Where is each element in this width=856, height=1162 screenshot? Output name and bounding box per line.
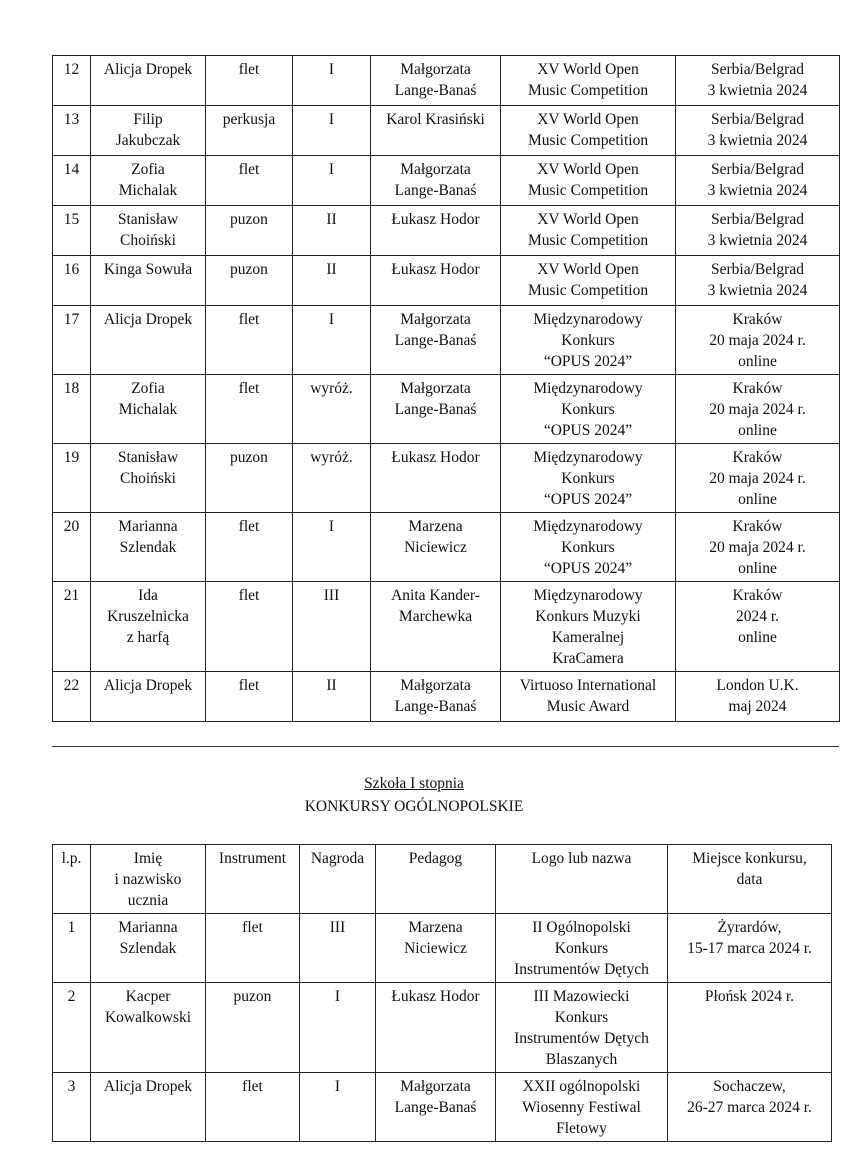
place-line: online	[738, 422, 777, 439]
cell-place	[676, 582, 840, 672]
cell-lp: 22	[53, 672, 91, 722]
teacher-line: Lange-Banaś	[394, 401, 477, 418]
header-row	[53, 845, 832, 914]
place-line: online	[738, 491, 777, 508]
instrument-line: flet	[238, 61, 260, 78]
place-line: Serbia/Belgrad	[711, 211, 804, 228]
place-line: 20 maja 2024 r.	[709, 539, 806, 556]
cell-competition	[501, 375, 676, 444]
teacher-line: Marzena	[408, 919, 463, 936]
cell-name	[91, 1073, 206, 1142]
award-line: wyróż.	[310, 449, 353, 466]
teacher-line: Łukasz Hodor	[391, 988, 480, 1005]
cell-award	[293, 56, 371, 106]
header-teacher	[376, 845, 496, 914]
cell-award	[300, 1073, 376, 1142]
name-line: Alicja Dropek	[103, 311, 193, 328]
cell-award	[293, 206, 371, 256]
cell-place	[676, 672, 840, 722]
cell-competition	[501, 256, 676, 306]
name-line: Alicja Dropek	[103, 1078, 193, 1095]
table-row	[53, 256, 840, 306]
instrument-line: puzon	[233, 988, 272, 1005]
place-line: 20 maja 2024 r.	[709, 470, 806, 487]
instrument-line: flet	[242, 1078, 263, 1095]
header-instrument	[206, 845, 300, 914]
cell-place	[676, 444, 840, 513]
award-line: II	[326, 261, 337, 278]
cell-instrument	[206, 256, 293, 306]
cell-name	[91, 444, 206, 513]
award-line: I	[328, 311, 335, 328]
table-row	[53, 156, 840, 206]
place-line: 3 kwietnia 2024	[707, 232, 808, 249]
cell-teacher	[376, 983, 496, 1073]
competition-line: Music Competition	[527, 82, 649, 99]
cell-instrument	[206, 206, 293, 256]
cell-competition	[501, 672, 676, 722]
table-row	[53, 672, 840, 722]
cell-name	[91, 582, 206, 672]
cell-instrument	[206, 672, 293, 722]
competition-line: Międzynarodowy	[533, 587, 643, 604]
cell-place	[676, 206, 840, 256]
competition-line: Konkurs	[561, 401, 615, 418]
competition-line: Music Award	[546, 698, 630, 715]
award-line: I	[328, 161, 335, 178]
place-line: Serbia/Belgrad	[711, 111, 804, 128]
competition-line: Konkurs	[561, 539, 615, 556]
cell-lp: 16	[53, 256, 91, 306]
place-line: 26-27 marca 2024 r.	[687, 1099, 812, 1116]
teacher-line: Marchewka	[398, 608, 473, 625]
place-line: maj 2024	[728, 698, 787, 715]
cell-lp: 18	[53, 375, 91, 444]
header-competition	[496, 845, 668, 914]
cell-award	[293, 106, 371, 156]
name-line: Kowalkowski	[104, 1009, 192, 1026]
cell-award	[293, 444, 371, 513]
teacher-line: Lange-Banaś	[394, 332, 477, 349]
cell-instrument	[206, 983, 300, 1073]
cell-competition	[496, 1073, 668, 1142]
cell-instrument	[206, 375, 293, 444]
teacher-line: Lange-Banaś	[394, 1099, 477, 1116]
competition-line: Music Competition	[527, 132, 649, 149]
award-line: II	[326, 211, 337, 228]
cell-teacher	[371, 106, 501, 156]
table-row	[53, 1073, 832, 1142]
cell-teacher	[371, 256, 501, 306]
cell-lp: 19	[53, 444, 91, 513]
cell-name	[91, 56, 206, 106]
teacher-line: Pedagog	[408, 850, 463, 867]
cell-award	[293, 375, 371, 444]
cell-competition	[501, 582, 676, 672]
name-line: Kruszelnicka	[107, 608, 189, 625]
cell-competition	[501, 306, 676, 375]
competition-line: XV World Open	[537, 261, 639, 278]
name-line: Zofia	[131, 380, 165, 397]
teacher-line: Małgorzata	[400, 380, 471, 397]
competition-line: XV World Open	[537, 111, 639, 128]
competition-line: XXII ogólnopolski	[522, 1078, 641, 1095]
competition-line: Kameralnej	[551, 629, 625, 646]
place-line: Płońsk 2024 r.	[704, 988, 795, 1005]
instrument-line: flet	[238, 677, 260, 694]
award-line: I	[328, 61, 335, 78]
place-line: Serbia/Belgrad	[711, 261, 804, 278]
cell-teacher	[376, 1073, 496, 1142]
section-subtitle: KONKURSY OGÓLNOPOLSKIE	[304, 798, 524, 815]
teacher-line: Małgorzata	[400, 61, 471, 78]
instrument-line: puzon	[230, 211, 268, 228]
cell-lp: 12	[53, 56, 91, 106]
teacher-line: Łukasz Hodor	[391, 261, 480, 278]
place-line: Kraków	[732, 449, 783, 466]
name-line: Szlendak	[119, 539, 177, 556]
competition-line: III Mazowiecki	[533, 988, 630, 1005]
name-line: Filip	[133, 111, 163, 128]
competition-line: Fletowy	[556, 1120, 607, 1137]
name-line: Ida	[138, 587, 158, 604]
name-line: Jakubczak	[115, 132, 181, 149]
name-line: Kacper	[125, 988, 171, 1005]
teacher-line: Lange-Banaś	[394, 698, 477, 715]
teacher-line: Karol Krasiński	[386, 111, 485, 128]
name-line: Choiński	[120, 470, 176, 487]
header-place	[668, 845, 832, 914]
cell-instrument	[206, 513, 293, 582]
cell-competition	[496, 983, 668, 1073]
competition-line: Międzynarodowy	[533, 311, 643, 328]
place-line: 3 kwietnia 2024	[707, 132, 808, 149]
place-line: 3 kwietnia 2024	[707, 182, 808, 199]
table-row	[53, 914, 832, 983]
cell-place	[668, 914, 832, 983]
cell-name	[91, 206, 206, 256]
cell-teacher	[371, 375, 501, 444]
header-lp	[53, 845, 91, 914]
competition-line: Logo lub nazwa	[531, 850, 632, 867]
cell-award	[300, 914, 376, 983]
cell-instrument	[206, 306, 293, 375]
place-line: online	[738, 353, 777, 370]
cell-place	[676, 513, 840, 582]
name-line: Michalak	[118, 401, 178, 418]
cell-competition	[501, 106, 676, 156]
competition-line: Virtuoso International	[519, 677, 657, 694]
place-line: Sochaczew,	[713, 1078, 786, 1095]
place-line: Serbia/Belgrad	[711, 161, 804, 178]
cell-lp: 20	[53, 513, 91, 582]
name-line: Choiński	[120, 232, 176, 249]
cell-lp: 1	[53, 914, 91, 983]
cell-name	[91, 983, 206, 1073]
cell-teacher	[371, 206, 501, 256]
cell-teacher	[371, 156, 501, 206]
place-line: Kraków	[732, 380, 783, 397]
cell-competition	[501, 156, 676, 206]
lp-line: l.p.	[61, 850, 82, 867]
place-line: online	[738, 560, 777, 577]
place-line: online	[738, 629, 777, 646]
competition-line: Music Competition	[527, 232, 649, 249]
cell-place	[676, 56, 840, 106]
header-award	[300, 845, 376, 914]
competition-line: Konkurs	[561, 470, 615, 487]
place-line: 20 maja 2024 r.	[709, 401, 806, 418]
competition-line: Music Competition	[527, 182, 649, 199]
place-line: Żyrardów,	[717, 919, 782, 936]
award-line: I	[334, 1078, 341, 1095]
teacher-line: Małgorzata	[400, 311, 471, 328]
name-line: ucznia	[127, 892, 169, 909]
cell-competition	[501, 513, 676, 582]
competition-line: XV World Open	[537, 61, 639, 78]
cell-name	[91, 513, 206, 582]
cell-name	[91, 672, 206, 722]
national-competitions-table	[52, 844, 832, 1142]
teacher-line: Marzena	[408, 518, 463, 535]
competition-line: Międzynarodowy	[533, 518, 643, 535]
cell-name	[91, 914, 206, 983]
teacher-line: Niciewicz	[404, 539, 467, 556]
name-line: Stanisław	[117, 211, 179, 228]
table-row	[53, 444, 840, 513]
cell-instrument	[206, 156, 293, 206]
name-line: Michalak	[118, 182, 178, 199]
instrument-line: puzon	[230, 449, 268, 466]
cell-instrument	[206, 56, 293, 106]
name-line: Stanisław	[117, 449, 179, 466]
cell-award	[293, 256, 371, 306]
teacher-line: Niciewicz	[404, 940, 467, 957]
place-line: Kraków	[732, 518, 783, 535]
instrument-line: flet	[238, 161, 260, 178]
competition-line: Konkurs	[554, 1009, 609, 1026]
competition-line: Konkurs Muzyki	[535, 608, 641, 625]
cell-place	[676, 375, 840, 444]
cell-competition	[496, 914, 668, 983]
cell-name	[91, 106, 206, 156]
name-line: Imię	[133, 850, 163, 867]
place-line: Kraków	[732, 311, 783, 328]
header-name	[91, 845, 206, 914]
table-row	[53, 206, 840, 256]
teacher-line: Lange-Banaś	[394, 82, 477, 99]
cell-place	[668, 1073, 832, 1142]
instrument-line: flet	[238, 587, 260, 604]
competition-line: Konkurs	[554, 940, 609, 957]
section-divider	[52, 746, 839, 747]
cell-teacher	[371, 306, 501, 375]
cell-competition	[501, 444, 676, 513]
table-row	[53, 582, 840, 672]
competition-line: II Ogólnopolski	[532, 919, 631, 936]
competition-line: “OPUS 2024”	[543, 422, 633, 439]
cell-instrument	[206, 444, 293, 513]
competition-line: Instrumentów Dętych	[514, 1030, 649, 1047]
instrument-line: perkusja	[222, 111, 276, 128]
place-line: Miejsce konkursu,	[692, 850, 807, 867]
place-line: data	[736, 871, 763, 888]
cell-lp: 15	[53, 206, 91, 256]
cell-teacher	[371, 56, 501, 106]
name-line: z harfą	[126, 629, 170, 646]
name-line: Zofia	[131, 161, 165, 178]
cell-name	[91, 156, 206, 206]
cell-teacher	[371, 444, 501, 513]
place-line: London U.K.	[716, 677, 799, 694]
instrument-line: Instrument	[218, 850, 287, 867]
competition-line: Wiosenny Festiwal	[522, 1099, 641, 1116]
award-line: III	[323, 587, 340, 604]
instrument-line: flet	[238, 380, 260, 397]
cell-teacher	[371, 582, 501, 672]
cell-award	[293, 306, 371, 375]
award-line: Nagroda	[310, 850, 365, 867]
international-competitions-table	[52, 55, 840, 722]
award-line: III	[329, 919, 346, 936]
teacher-line: Lange-Banaś	[394, 182, 477, 199]
instrument-line: flet	[238, 311, 260, 328]
award-line: I	[334, 988, 341, 1005]
cell-teacher	[371, 672, 501, 722]
competition-line: “OPUS 2024”	[543, 353, 633, 370]
competition-line: “OPUS 2024”	[543, 560, 633, 577]
cell-teacher	[371, 513, 501, 582]
name-line: Alicja Dropek	[103, 61, 193, 78]
name-line: Kinga Sowuła	[103, 261, 193, 278]
place-line: 3 kwietnia 2024	[707, 82, 808, 99]
table-row	[53, 306, 840, 375]
section-title: Szkoła I stopnia	[364, 775, 464, 792]
cell-name	[91, 375, 206, 444]
instrument-line: flet	[238, 518, 260, 535]
cell-competition	[501, 56, 676, 106]
place-line: 2024 r.	[735, 608, 780, 625]
cell-lp: 13	[53, 106, 91, 156]
cell-name	[91, 306, 206, 375]
place-line: Kraków	[732, 587, 783, 604]
cell-instrument	[206, 914, 300, 983]
competition-line: Międzynarodowy	[533, 380, 643, 397]
competition-line: KraCamera	[552, 650, 624, 667]
cell-award	[293, 582, 371, 672]
competition-line: Music Competition	[527, 282, 649, 299]
cell-competition	[501, 206, 676, 256]
cell-teacher	[376, 914, 496, 983]
cell-lp: 21	[53, 582, 91, 672]
cell-lp: 3	[53, 1073, 91, 1142]
table-row	[53, 513, 840, 582]
cell-lp: 14	[53, 156, 91, 206]
cell-place	[676, 106, 840, 156]
competition-line: “OPUS 2024”	[543, 491, 633, 508]
cell-name	[91, 256, 206, 306]
cell-instrument	[206, 582, 293, 672]
table-row	[53, 56, 840, 106]
cell-lp: 17	[53, 306, 91, 375]
teacher-line: Łukasz Hodor	[391, 449, 480, 466]
cell-place	[676, 156, 840, 206]
cell-award	[300, 983, 376, 1073]
instrument-line: puzon	[230, 261, 268, 278]
table-row	[53, 106, 840, 156]
cell-instrument	[206, 1073, 300, 1142]
place-line: 3 kwietnia 2024	[707, 282, 808, 299]
cell-instrument	[206, 106, 293, 156]
competition-line: Blaszanych	[545, 1051, 618, 1068]
competition-line: XV World Open	[537, 161, 639, 178]
place-line: Serbia/Belgrad	[711, 61, 804, 78]
name-line: i nazwisko	[114, 871, 182, 888]
cell-place	[668, 983, 832, 1073]
cell-place	[676, 306, 840, 375]
place-line: 15-17 marca 2024 r.	[687, 940, 812, 957]
instrument-line: flet	[242, 919, 263, 936]
table-row	[53, 375, 840, 444]
name-line: Szlendak	[119, 940, 177, 957]
award-line: wyróż.	[310, 380, 353, 397]
name-line: Marianna	[118, 518, 178, 535]
competition-line: XV World Open	[537, 211, 639, 228]
name-line: Marianna	[118, 919, 178, 936]
award-line: II	[326, 677, 337, 694]
cell-award	[293, 672, 371, 722]
competition-line: Konkurs	[561, 332, 615, 349]
cell-award	[293, 156, 371, 206]
teacher-line: Małgorzata	[400, 677, 471, 694]
name-line: Alicja Dropek	[103, 677, 193, 694]
competition-line: Międzynarodowy	[533, 449, 643, 466]
cell-award	[293, 513, 371, 582]
place-line: 20 maja 2024 r.	[709, 332, 806, 349]
award-line: I	[328, 111, 335, 128]
competition-line: Instrumentów Dętych	[514, 961, 649, 978]
cell-place	[676, 256, 840, 306]
cell-lp: 2	[53, 983, 91, 1073]
teacher-line: Małgorzata	[400, 161, 471, 178]
table-row	[53, 983, 832, 1073]
teacher-line: Łukasz Hodor	[391, 211, 480, 228]
teacher-line: Anita Kander-	[391, 587, 480, 604]
award-line: I	[328, 518, 335, 535]
teacher-line: Małgorzata	[400, 1078, 471, 1095]
